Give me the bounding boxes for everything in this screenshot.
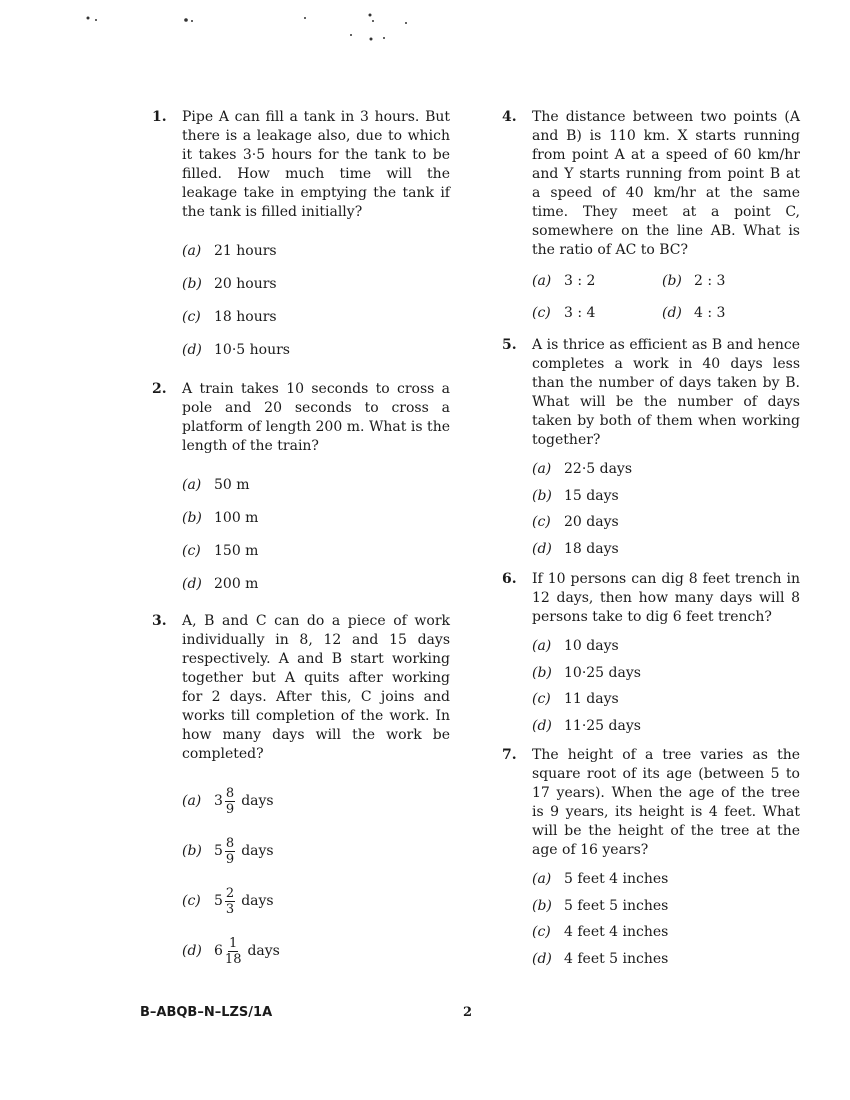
option-list	[182, 234, 450, 366]
mixed-fraction: 3 $\frac{8}{9}$ days	[214, 785, 274, 817]
option-d[interactable]: (d) 18 days	[532, 540, 619, 557]
option-a[interactable]: (a) 3 : 2	[532, 273, 596, 289]
option-d[interactable]: (d) 10·5 hours	[182, 341, 290, 358]
option-a[interactable]: (a) 10 days	[532, 638, 619, 655]
option-b[interactable]: (b) 2 : 3	[662, 273, 726, 289]
question-5	[500, 336, 800, 570]
option-c[interactable]: (c) 11 days	[532, 691, 619, 708]
option-c[interactable]: (c) 5 $\frac{2}{3}$ days	[182, 885, 274, 917]
question-number: 2.	[152, 381, 167, 397]
option-a[interactable]: (a) 5 feet 4 inches	[532, 871, 669, 888]
option-d[interactable]: (d) 4 feet 5 inches	[532, 950, 669, 967]
option-list	[532, 633, 800, 739]
option-b[interactable]: (b) 20 hours	[182, 275, 277, 292]
option-b[interactable]: (b) 5 feet 5 inches	[532, 897, 669, 914]
question-number: 6.	[502, 571, 517, 587]
option-b[interactable]: (b) 100 m	[182, 509, 259, 526]
option-c[interactable]: (c) 18 hours	[182, 308, 277, 325]
question-text: A is thrice as efficient as B and hence completes a work in 40 days less than the number of days taken by B. What will be the number of days taken by both of them when working together?	[532, 337, 800, 448]
option-b[interactable]: (b) 10·25 days	[532, 664, 641, 681]
question-2	[150, 380, 450, 612]
option-list	[532, 268, 800, 326]
option-d[interactable]: (d) 6 $\frac{1}{18}$ days	[182, 935, 280, 967]
question-4	[500, 108, 800, 336]
question-number: 5.	[502, 337, 517, 353]
question-7	[500, 746, 800, 972]
mixed-fraction: 6 $\frac{1}{18}$ days	[214, 935, 280, 967]
question-6	[500, 570, 800, 746]
option-d[interactable]: (d) 4 : 3	[662, 305, 726, 321]
question-text: Pipe A can fill a tank in 3 hours. But there is a leakage also, due to which it takes 3·5 hours for the tank to be filled. How much time will the leakage take in emptying the tank if the tank is filled initially?	[182, 109, 450, 220]
option-d[interactable]: (d) 200 m	[182, 575, 259, 592]
right-column	[500, 108, 800, 972]
option-a[interactable]: (a) 22·5 days	[532, 461, 633, 478]
question-text: If 10 persons can dig 8 feet trench in 12 days, then how many days will 8 persons take to dig 6 feet trench?	[532, 571, 800, 625]
option-c[interactable]: (c) 150 m	[182, 542, 259, 559]
option-d[interactable]: (d) 11·25 days	[532, 717, 641, 734]
option-list	[532, 866, 800, 972]
question-3	[150, 612, 450, 976]
option-list	[182, 776, 450, 976]
scan-specks	[0, 0, 850, 60]
option-list	[532, 456, 800, 562]
question-text: The distance between two points (A and B) is 110 km. X starts running from point A at a speed of 60 km/hr and Y starts running from point B at a speed of 40 km/hr at the same time. They meet at a point C, somewhere on the line AB. What is the ratio of AC to BC?	[532, 109, 800, 258]
mixed-fraction: 5 $\frac{8}{9}$ days	[214, 835, 274, 867]
option-list	[182, 468, 450, 600]
option-c[interactable]: (c) 4 feet 4 inches	[532, 924, 669, 941]
question-text: The height of a tree varies as the square root of its age (between 5 to 17 years). When the age of the tree is 9 years, its height is 4 feet. What will be the height of the tree at the age of 16 years?	[532, 747, 800, 858]
booklet-code: B–ABQB–N–LZS/1A	[140, 1005, 273, 1020]
option-b[interactable]: (b) 15 days	[532, 487, 619, 504]
page-number: 2	[463, 1005, 473, 1020]
left-column	[150, 108, 450, 976]
option-c[interactable]: (c) 3 : 4	[532, 305, 596, 321]
question-number: 7.	[502, 747, 517, 763]
question-1	[150, 108, 450, 380]
option-a[interactable]: (a) 3 $\frac{8}{9}$ days	[182, 785, 274, 817]
question-text: A train takes 10 seconds to cross a pole and 20 seconds to cross a platform of length 200 m. What is the length of the train?	[182, 381, 450, 454]
question-text: A, B and C can do a piece of work individually in 8, 12 and 15 days respectively. A and B start working together but A quits after working for 2 days. After this, C joins and works till completion of the work. In how many days will the work be completed?	[182, 613, 450, 762]
option-a[interactable]: (a) 21 hours	[182, 242, 277, 259]
question-number: 4.	[502, 109, 517, 125]
option-b[interactable]: (b) 5 $\frac{8}{9}$ days	[182, 835, 274, 867]
question-number: 3.	[152, 613, 167, 629]
question-number: 1.	[152, 109, 167, 125]
option-a[interactable]: (a) 50 m	[182, 476, 250, 493]
mixed-fraction: 5 $\frac{2}{3}$ days	[214, 885, 274, 917]
option-c[interactable]: (c) 20 days	[532, 514, 619, 531]
